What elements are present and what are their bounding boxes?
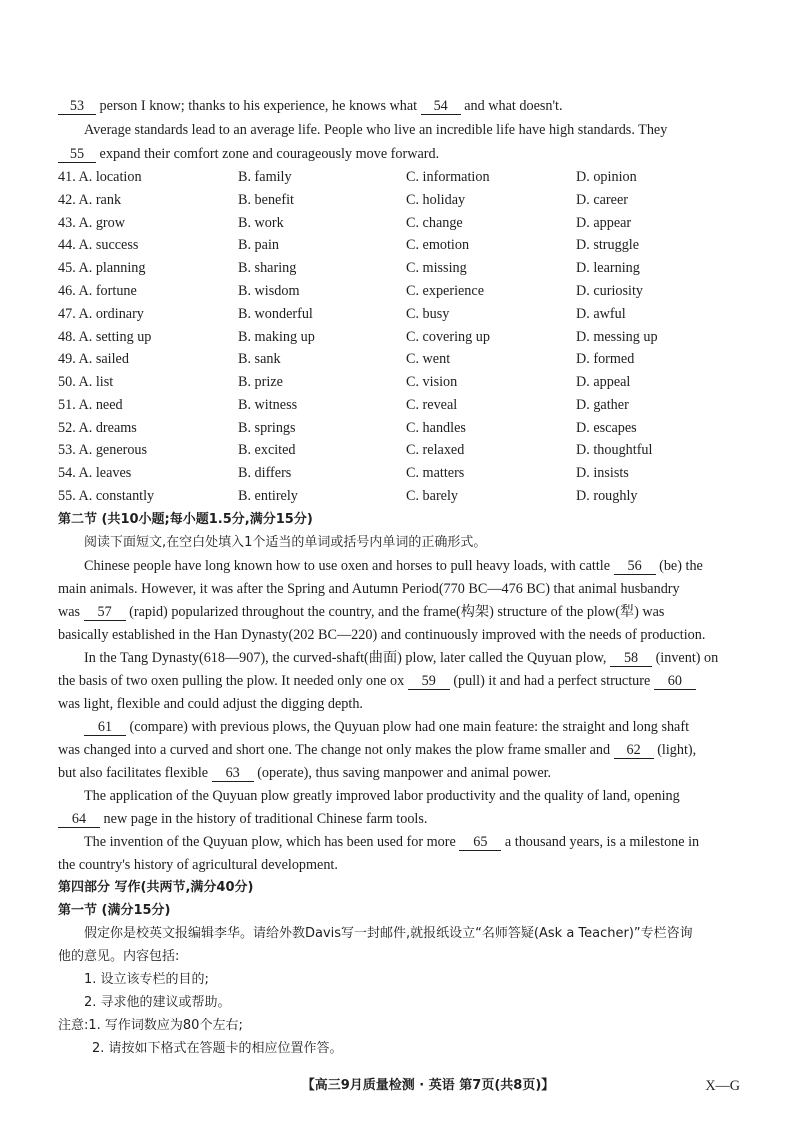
option-b[interactable]: B. making up	[238, 329, 315, 345]
option-a[interactable]: 54. A. leaves	[58, 465, 132, 481]
part4-section1: 第一节 (满分15分)	[58, 903, 171, 918]
option-c[interactable]: C. barely	[406, 488, 459, 504]
option-b[interactable]: B. wisdom	[238, 283, 300, 299]
option-a[interactable]: 55. A. constantly	[58, 488, 155, 504]
option-d[interactable]: D. messing up	[576, 329, 658, 345]
option-d[interactable]: D. struggle	[576, 237, 640, 253]
option-row-45	[58, 259, 758, 279]
option-d[interactable]: D. thoughtful	[576, 442, 653, 458]
blank-58[interactable]: 58	[610, 650, 652, 667]
option-b[interactable]: B. excited	[238, 442, 296, 458]
option-d[interactable]: D. appeal	[576, 374, 631, 390]
passage2-p1-line1	[84, 557, 750, 576]
option-c[interactable]: C. covering up	[406, 329, 490, 345]
option-a[interactable]: 46. A. fortune	[58, 283, 137, 299]
text: person I know; thanks to his experience, he knows what	[99, 98, 418, 114]
page-footer	[58, 1077, 750, 1097]
option-a[interactable]: 47. A. ordinary	[58, 306, 144, 322]
blank-57[interactable]: 57	[84, 604, 126, 621]
text: The invention of the Quyuan plow, which has been used for more	[84, 834, 456, 850]
writing-note-1: 注意:1. 写作词数应为80个左右;	[58, 1018, 243, 1033]
passage2-p5-line1	[84, 833, 750, 852]
option-row-51	[58, 396, 758, 416]
option-row-52	[58, 419, 758, 439]
passage2-p3-line2	[58, 741, 750, 760]
option-row-47	[58, 305, 758, 325]
blank-62[interactable]: 62	[614, 742, 654, 759]
option-c[interactable]: C. went	[406, 351, 451, 367]
option-a[interactable]: 43. A. grow	[58, 215, 125, 231]
blank-65[interactable]: 65	[459, 834, 501, 851]
text: (compare) with previous plows, the Quyuan plow had one main feature: the straight and long shaft	[129, 719, 690, 735]
passage2-p2-line2	[58, 672, 750, 691]
passage2-p4-line2	[58, 810, 750, 829]
text: but also facilitates flexible	[58, 765, 209, 781]
option-c[interactable]: C. busy	[406, 306, 450, 322]
option-a[interactable]: 48. A. setting up	[58, 329, 152, 345]
option-d[interactable]: D. roughly	[576, 488, 638, 504]
option-b[interactable]: B. family	[238, 169, 292, 185]
option-d[interactable]: D. escapes	[576, 420, 637, 436]
blank-64[interactable]: 64	[58, 811, 100, 828]
footer-page-info: 【高三9月质量检测 · 英语 第7页(共8页)】	[301, 1078, 555, 1093]
writing-note-2: 2. 请按如下格式在答题卡的相应位置作答。	[92, 1041, 343, 1056]
passage2-p4-line1: The application of the Quyuan plow greatly improved labor productivity and the quality of land, opening	[84, 788, 680, 804]
option-b[interactable]: B. entirely	[238, 488, 298, 504]
option-row-55	[58, 487, 758, 507]
option-b[interactable]: B. pain	[238, 237, 279, 253]
blank-63[interactable]: 63	[212, 765, 254, 782]
option-c[interactable]: C. matters	[406, 465, 465, 481]
text: expand their comfort zone and courageously move forward.	[99, 146, 440, 162]
writing-item-1: 1. 设立该专栏的目的;	[84, 972, 209, 987]
blank-61[interactable]: 61	[84, 719, 126, 736]
option-a[interactable]: 41. A. location	[58, 169, 142, 185]
option-row-41	[58, 168, 758, 188]
option-row-46	[58, 282, 758, 302]
blank-60[interactable]: 60	[654, 673, 696, 690]
option-a[interactable]: 50. A. list	[58, 374, 114, 390]
option-a[interactable]: 49. A. sailed	[58, 351, 129, 367]
option-row-48	[58, 328, 758, 348]
passage2-p2-line1	[84, 649, 750, 668]
section2-heading: 第二节 (共10小题;每小题1.5分,满分15分)	[58, 512, 313, 527]
passage2-p1-line3	[58, 603, 750, 622]
option-c[interactable]: C. information	[406, 169, 490, 185]
option-row-53	[58, 441, 758, 461]
passage2-p3-line1	[84, 718, 750, 737]
option-c[interactable]: C. handles	[406, 420, 466, 436]
option-d[interactable]: D. formed	[576, 351, 635, 367]
option-c[interactable]: C. emotion	[406, 237, 470, 253]
text: In the Tang Dynasty(618—907), the curved-shaft(曲面) plow, later called the Quyuan plow,	[84, 650, 607, 666]
text: and what doesn't.	[464, 98, 563, 114]
option-d[interactable]: D. awful	[576, 306, 626, 322]
option-b[interactable]: B. benefit	[238, 192, 294, 208]
option-c[interactable]: C. experience	[406, 283, 484, 299]
text: (be) the	[659, 558, 703, 574]
text: (operate), thus saving manpower and animal power.	[257, 765, 552, 781]
writing-item-2: 2. 寻求他的建议或帮助。	[84, 995, 231, 1010]
text: the basis of two oxen pulling the plow. It needed only one ox	[58, 673, 405, 689]
option-row-42	[58, 191, 758, 211]
option-b[interactable]: B. differs	[238, 465, 292, 481]
option-d[interactable]: D. opinion	[576, 169, 637, 185]
option-a[interactable]: 52. A. dreams	[58, 420, 137, 436]
option-b[interactable]: B. springs	[238, 420, 296, 436]
option-row-44	[58, 236, 758, 256]
writing-prompt-line2: 他的意见。内容包括:	[58, 949, 180, 964]
text: (pull) it and had a perfect structure	[453, 673, 651, 689]
option-b[interactable]: B. sharing	[238, 260, 297, 276]
section2-instruction: 阅读下面短文,在空白处填入1个适当的单词或括号内单词的正确形式。	[84, 535, 487, 550]
blank-55[interactable]: 55	[58, 146, 96, 163]
text: (rapid) popularized throughout the country, and the frame(构架) structure of the plow(犁) was	[129, 604, 665, 620]
option-d[interactable]: D. curiosity	[576, 283, 643, 299]
passage1-line2: Average standards lead to an average life. People who live an incredible life have high standards. They	[84, 122, 668, 138]
part4-heading: 第四部分 写作(共两节,满分40分)	[58, 880, 254, 895]
option-row-50	[58, 373, 758, 393]
blank-53[interactable]: 53	[58, 98, 96, 115]
option-c[interactable]: C. relaxed	[406, 442, 465, 458]
footer-code: X—G	[705, 1078, 740, 1094]
option-d[interactable]: D. gather	[576, 397, 629, 413]
blank-56[interactable]: 56	[614, 558, 656, 575]
passage2-p1-line2: main animals. However, it was after the Spring and Autumn Period(770 BC—476 BC) that animal husbandry	[58, 581, 680, 597]
text: (light),	[657, 742, 697, 758]
option-a[interactable]: 53. A. generous	[58, 442, 148, 458]
passage2-p1-line4: basically established in the Han Dynasty(202 BC—220) and continuously improved with the needs of production.	[58, 627, 706, 643]
text: was	[58, 604, 81, 620]
writing-prompt-line1: 假定你是校英文报编辑李华。请给外教Davis写一封邮件,就报纸设立“名师答疑(Ask a Teacher)”专栏咨询	[84, 926, 693, 941]
text: was changed into a curved and short one. The change not only makes the plow frame smaller and	[58, 742, 611, 758]
blank-59[interactable]: 59	[408, 673, 450, 690]
option-c[interactable]: C. missing	[406, 260, 467, 276]
text: a thousand years, is a milestone in	[504, 834, 700, 850]
option-b[interactable]: B. witness	[238, 397, 298, 413]
option-a[interactable]: 42. A. rank	[58, 192, 122, 208]
passage2-p5-line2: the country's history of agricultural development.	[58, 857, 338, 873]
option-a[interactable]: 51. A. need	[58, 397, 123, 413]
option-a[interactable]: 44. A. success	[58, 237, 139, 253]
option-row-43	[58, 214, 758, 234]
option-d[interactable]: D. learning	[576, 260, 640, 276]
option-a[interactable]: 45. A. planning	[58, 260, 146, 276]
passage2-p3-line3	[58, 764, 750, 783]
option-row-54	[58, 464, 758, 484]
text: new page in the history of traditional Chinese farm tools.	[103, 811, 428, 827]
option-d[interactable]: D. career	[576, 192, 628, 208]
option-c[interactable]: C. change	[406, 215, 463, 231]
option-c[interactable]: C. vision	[406, 374, 458, 390]
option-b[interactable]: B. wonderful	[238, 306, 313, 322]
option-d[interactable]: D. insists	[576, 465, 629, 481]
text: Chinese people have long known how to use oxen and horses to pull heavy loads, with cattle	[84, 558, 611, 574]
option-b[interactable]: B. sank	[238, 351, 281, 367]
text: (invent) on	[655, 650, 719, 666]
passage1-line3	[58, 145, 750, 164]
option-c[interactable]: C. reveal	[406, 397, 458, 413]
option-row-49	[58, 350, 758, 370]
option-c[interactable]: C. holiday	[406, 192, 466, 208]
passage2-p2-line3: was light, flexible and could adjust the digging depth.	[58, 696, 363, 712]
option-d[interactable]: D. appear	[576, 215, 632, 231]
option-b[interactable]: B. work	[238, 215, 284, 231]
option-b[interactable]: B. prize	[238, 374, 283, 390]
blank-54[interactable]: 54	[421, 98, 461, 115]
passage1-line1	[58, 97, 750, 116]
